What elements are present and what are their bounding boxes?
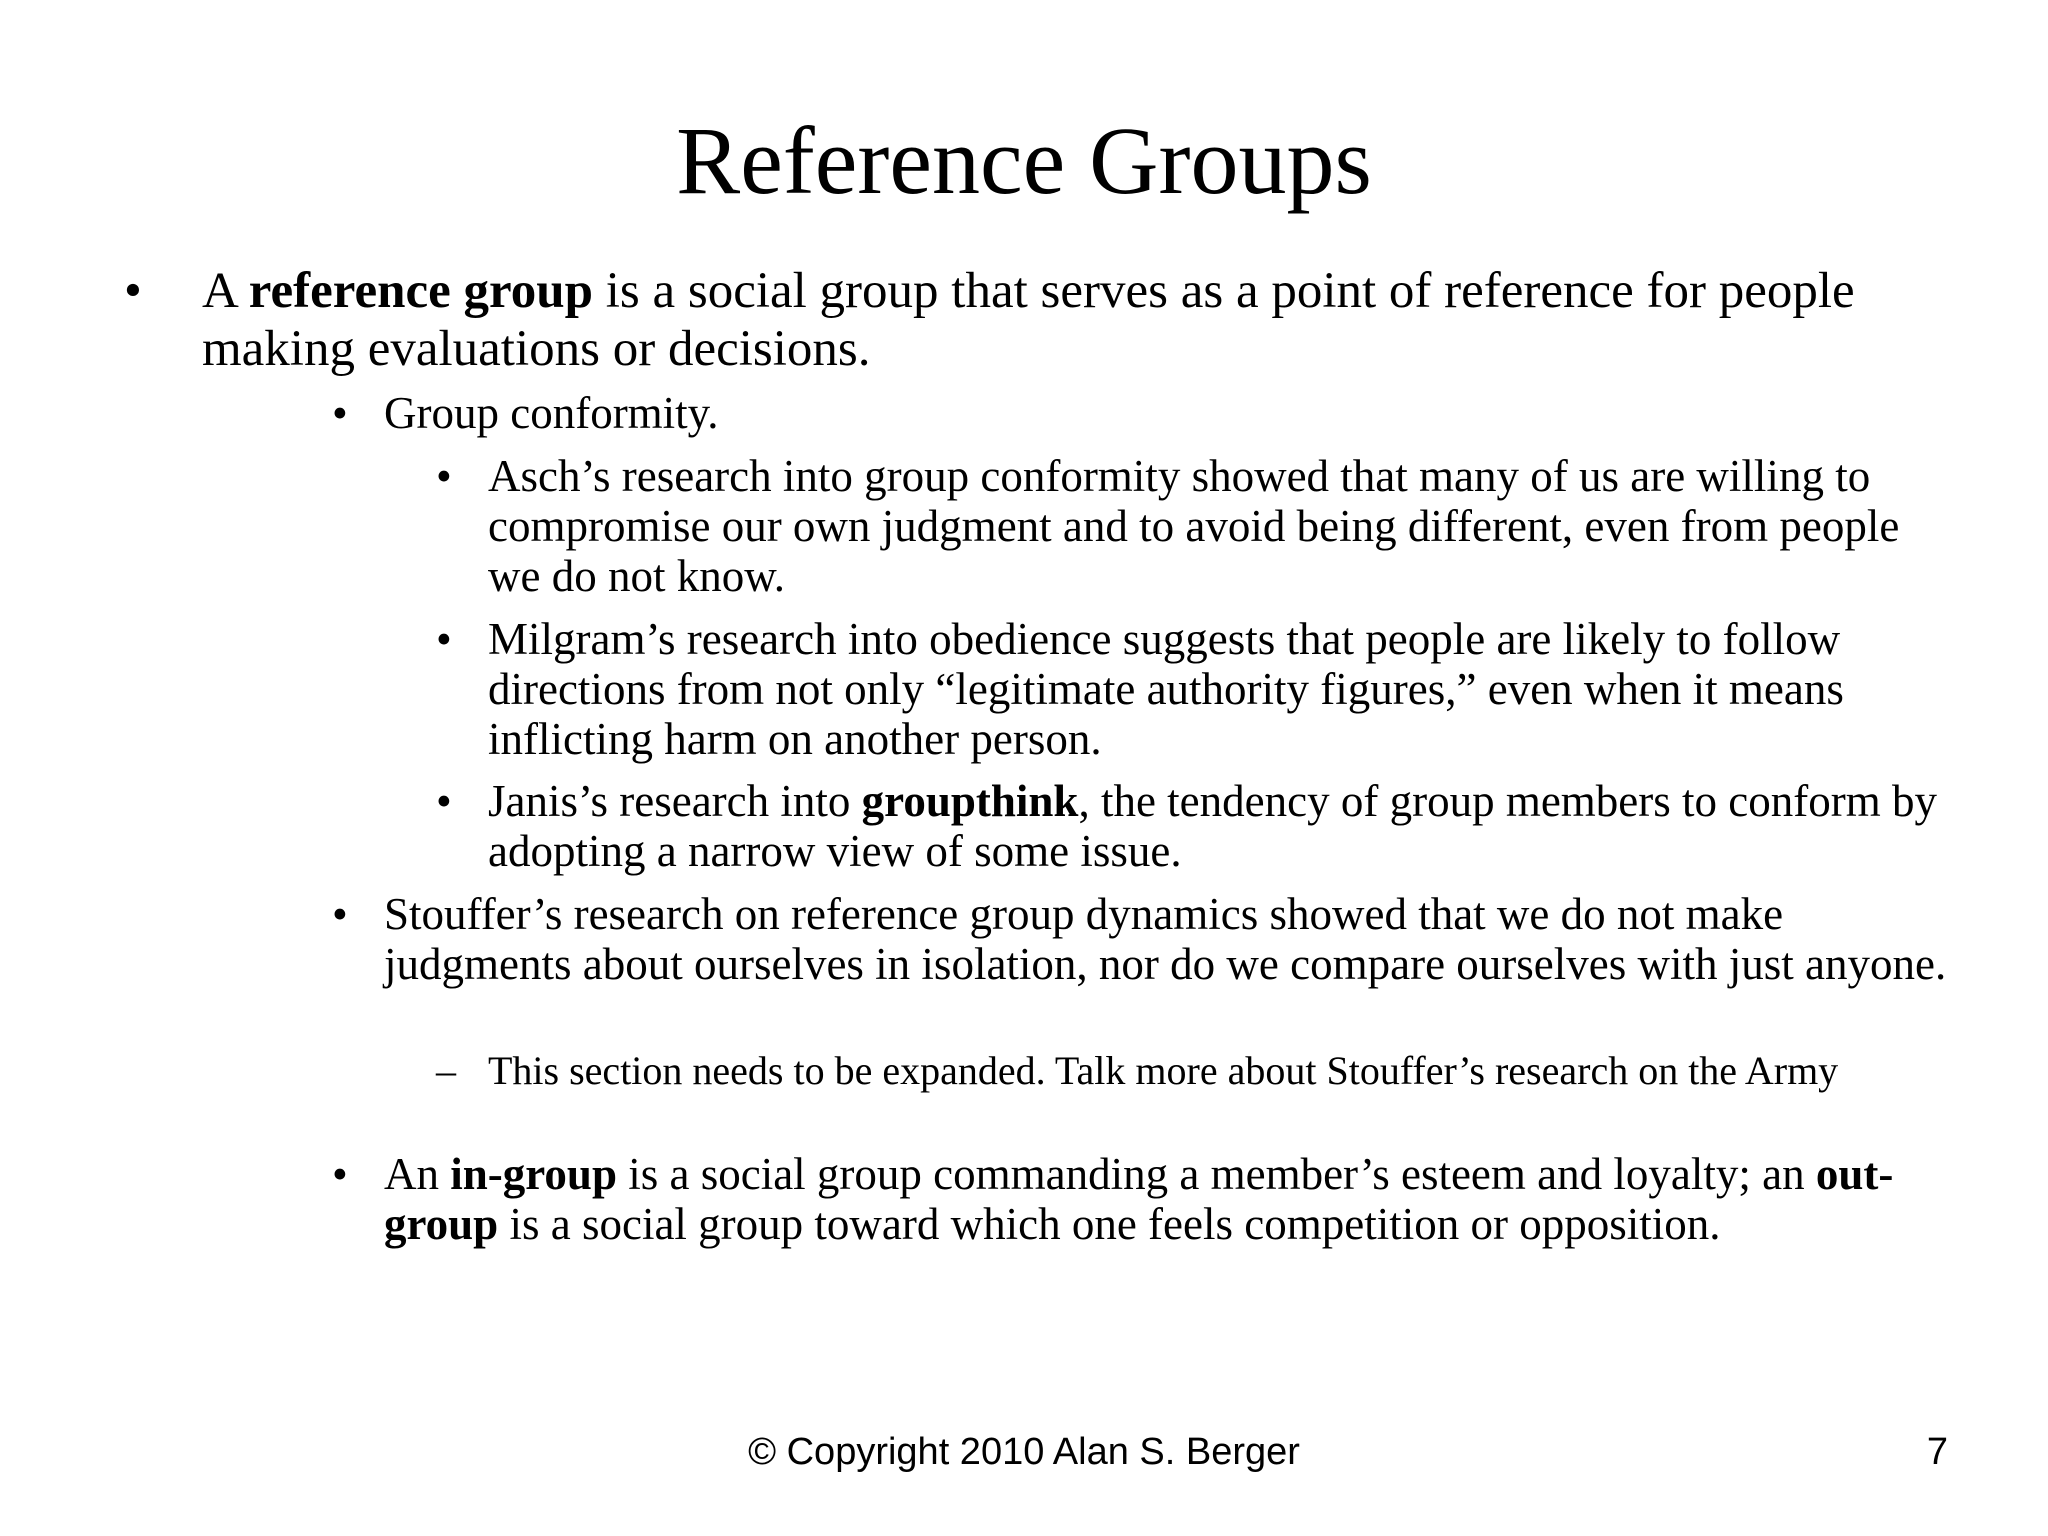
- bullet-in-group-out-group: [332, 1149, 1964, 1249]
- page-number: 7: [1926, 1431, 1948, 1473]
- bullet-janis-research: [436, 776, 1948, 876]
- bullet-icon: •: [436, 451, 452, 501]
- footer-copyright: © Copyright 2010 Alan S. Berger: [748, 1431, 1300, 1473]
- bullet-milgram-research: [436, 614, 1948, 764]
- bullet-icon: •: [436, 614, 452, 664]
- bullet-asch-research: [436, 451, 1948, 601]
- term-in-group: in-group: [450, 1149, 617, 1199]
- bullet-icon: •: [124, 263, 142, 319]
- text-segment: A: [202, 263, 249, 319]
- text-segment: , the tendency of group members to conform by adopting a narrow view of some issue.: [488, 776, 1937, 876]
- bullet-text: Milgram’s research into obedience suggests that people are likely to follow directions from not only “legitimate authority figures,” even when it means inflicting harm on another person.: [488, 614, 1844, 764]
- bullet-text: Stouffer’s research on reference group dynamics showed that we do not make judgments about ourselves in isolation, nor do we compare ourselves with just anyone.: [384, 889, 1947, 989]
- bullet-icon: •: [332, 889, 348, 939]
- slide-title: Reference Groups: [676, 107, 1372, 214]
- bullet-reference-group-definition: [124, 262, 1942, 378]
- note-text: This section needs to be expanded. Talk more about Stouffer’s research on the Army: [488, 1048, 1839, 1093]
- bullet-icon: •: [436, 776, 452, 826]
- text-segment: An: [384, 1149, 451, 1199]
- bullet-text: Group conformity.: [384, 388, 719, 438]
- term-groupthink: groupthink: [861, 776, 1079, 826]
- bullet-icon: •: [332, 1149, 348, 1199]
- dash-icon: –: [436, 1048, 456, 1093]
- term-out-group: out-group: [384, 1149, 1894, 1249]
- text-segment: Janis’s research into: [488, 776, 862, 826]
- bullet-stouffer-research: [332, 889, 1964, 989]
- bullet-group-conformity: [332, 388, 1964, 438]
- text-segment: is a social group toward which one feels competition or opposition.: [498, 1199, 1721, 1249]
- term-reference-group: reference group: [248, 263, 593, 319]
- bullet-icon: •: [332, 388, 348, 438]
- bullet-text: Asch’s research into group conformity showed that many of us are willing to compromise our own judgment and to avoid being different, even from people we do not know.: [488, 451, 1900, 601]
- text-segment: is a social group commanding a member’s esteem and loyalty; an: [616, 1149, 1816, 1199]
- text-segment: is a social group that serves as a point of reference for people making evaluations or decisions.: [202, 263, 1855, 377]
- dash-note-expand-section: [436, 1048, 1948, 1093]
